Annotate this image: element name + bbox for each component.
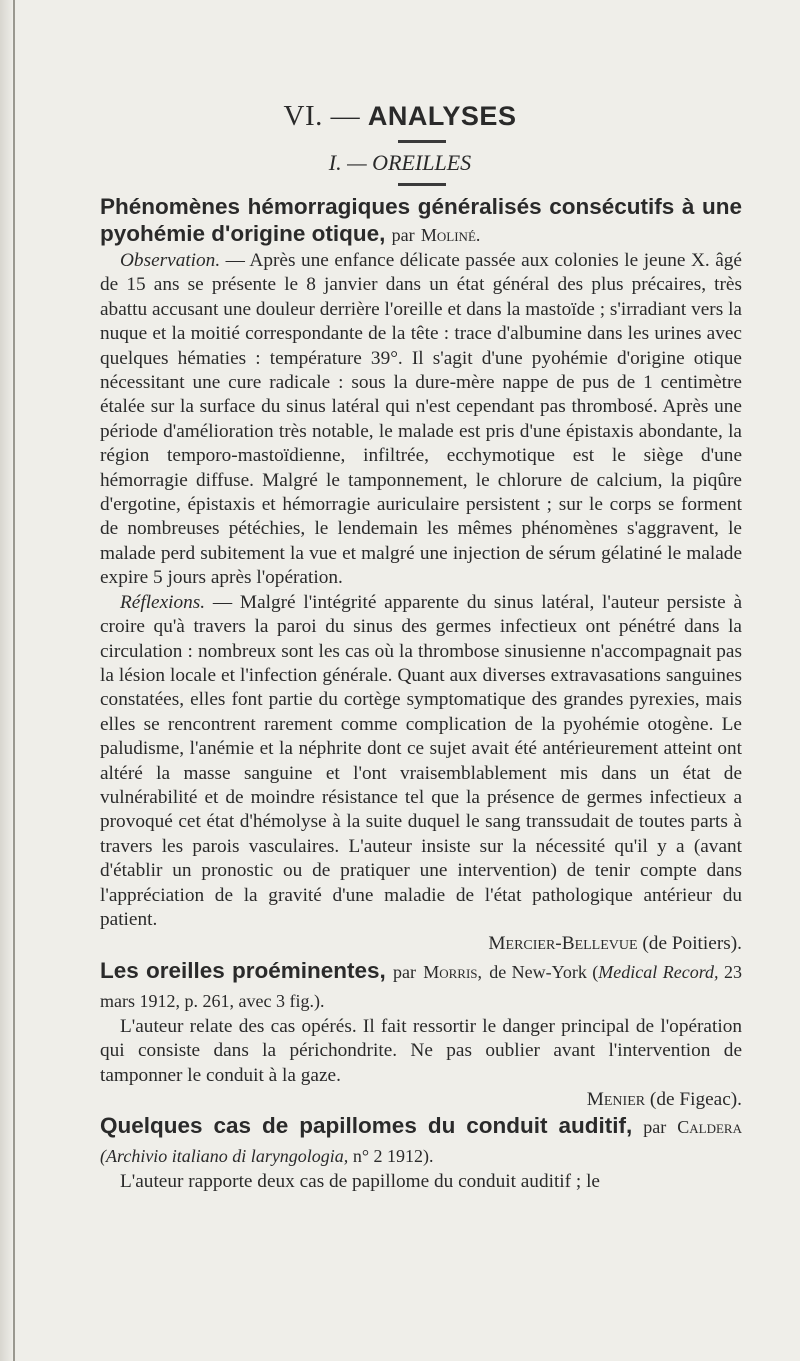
signature-place: (de Poitiers).: [642, 933, 742, 955]
article-2-signature: [100, 1088, 742, 1112]
signature-name: Menier: [586, 1089, 646, 1110]
section-number: VI. —: [283, 100, 361, 132]
section-title: ANALYSES: [367, 101, 517, 131]
article-1-signature: [100, 932, 742, 956]
article-3-source-post: n° 2 1912).: [348, 1146, 434, 1167]
article-2-journal: Medical Record,: [598, 961, 719, 982]
article-1-by: par: [391, 225, 415, 245]
article-2-by: par: [393, 961, 416, 982]
article-3-body: L'auteur rapporte deux cas de papillome du conduit auditif ; le: [120, 1171, 600, 1193]
section-heading: [0, 100, 800, 133]
article-2-source-post: 23 mars 1912, p. 261, avec 3 fig.).: [100, 961, 743, 1011]
page-fold-line: [13, 0, 15, 1361]
article-2-title-text: Les oreilles proéminentes,: [100, 957, 386, 983]
article-1-author: Moliné.: [420, 225, 481, 245]
article-1-title: [100, 193, 742, 249]
article-3-by: par: [643, 1117, 667, 1138]
signature-name: Mercier-Bellevue: [488, 933, 638, 955]
page-binding-edge: [0, 0, 12, 1361]
article-3-author: Caldera: [677, 1117, 742, 1138]
signature-place: (de Figeac).: [649, 1089, 742, 1110]
article-2-author: Morris,: [423, 961, 482, 982]
article-body: [100, 193, 742, 1195]
article-3-title: [100, 1112, 742, 1170]
article-1-observation: [100, 249, 742, 591]
heading-rule: [398, 140, 446, 143]
article-2-source-pre: de New-York (: [489, 961, 599, 982]
article-2-body: L'auteur relate des cas opérés. Il fait ressortir le danger principal de l'opération qui consiste dans la périchondrite. Ne pas oublier avant l'intervention de tamponner le conduit à la gaze.: [100, 1015, 742, 1086]
article-3-title-text: Quelques cas de papillomes du conduit auditif,: [100, 1113, 633, 1139]
observation-label: Observation.: [120, 250, 221, 271]
article-1-reflections: [100, 591, 742, 933]
article-2-title: [100, 957, 742, 1015]
reflections-label: Réflexions.: [120, 591, 206, 613]
article-3-journal: (Archivio italiano di laryngologia,: [100, 1146, 349, 1167]
subheading-rule: [398, 183, 446, 186]
article-1-title-text: Phénomènes hémorragiques généralisés consécutifs à une pyohémie d'origine otique,: [100, 194, 742, 246]
reflections-text: — Malgré l'intégrité apparente du sinus latéral, l'auteur persiste à croire qu'à travers la paroi du sinus des germes infectieux ont pénétré dans la circulation : nombreux sont les cas où la thrombose sinusienne n'accompagnait pas la lésion locale et l'infection générale. Quant aux diverses extravasations sanguines constatées, elles font partie du cortège symptomatique des grandes pyrexies, mais elles se rencontrent rarement comme complication de la pyohémie otogène. Le paludisme, l'anémie et la néphrite dont ce sujet avait été antérieurement atteint ont altéré la masse sanguine et l'ont vraisemblablement mis dans un état de vulnérabilité et de moindre résistance tel que la présence de germes infectieux a provoqué cet état d'hémolyse à la suite duquel le sang transsudait de toutes parts à travers les parois vasculaires. L'auteur insiste sur la nécessité qu'il y a (avant d'établir un pronostic ou de pratiquer une intervention) de tenir compte dans l'appréciation de la gravité d'une maladie de l'état pathologique antérieur du patient.: [100, 591, 742, 930]
observation-text: — Après une enfance délicate passée aux colonies le jeune X. âgé de 15 ans se présente le 8 janvier dans un état général des plus précaires, très abattu accusant une douleur derrière l'oreille et dans la mastoïde ; s'irradiant vers la nuque et la moitié correspondante de la tête : trace d'albumine dans les urines avec quelques hématies : température 39°. Il s'agit d'une pyohémie d'origine otique nécessitant une cure radicale : sous la dure-mère nappe de pus de 1 centimètre étalée sur la surface du sinus latéral qui n'est cependant pas thrombosé. Après une période d'amélioration très notable, le malade est pris d'une épistaxis abondante, la région temporo-mastoïdienne, infiltrée, ecchymotique est le siège d'une hémorragie diffuse. Malgré le tamponnement, le chlorure de calcium, la piqûre d'ergotine, épistaxis et hémorragie auriculaire persistent ; sur le corps se forment de nombreuses pétéchies, le lendemain les mêmes phénomènes s'aggravent, le malade perd subitement la vue et malgré une injection de sérum gélatiné le malade expire 5 jours après l'opération.: [100, 250, 742, 589]
subsection-heading: I. — OREILLES: [328, 150, 472, 175]
